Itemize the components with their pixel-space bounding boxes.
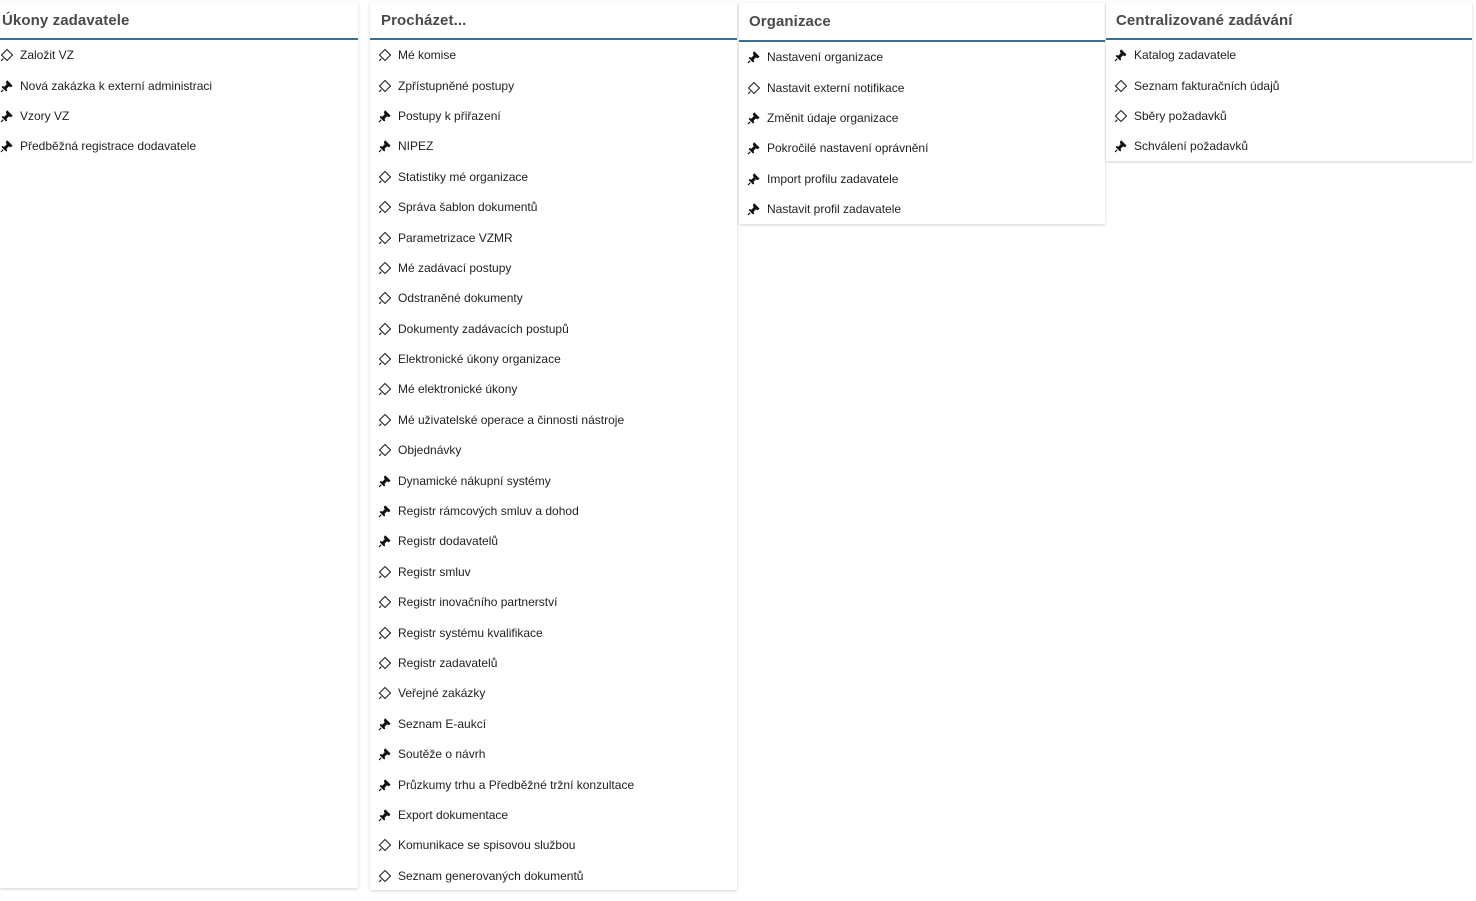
menu-item[interactable] xyxy=(378,131,737,161)
menu-item-label: Import profilu zadavatele xyxy=(767,171,899,186)
menu-item[interactable] xyxy=(747,164,1105,194)
menu-item-label: Parametrizace VZMR xyxy=(398,230,513,245)
pin-outline-icon[interactable] xyxy=(378,413,392,427)
pin-filled-icon[interactable] xyxy=(378,109,392,123)
menu-item-label: Nová zakázka k externí administraci xyxy=(20,78,213,93)
pin-outline-icon[interactable] xyxy=(378,170,392,184)
menu-item-label: Seznam generovaných dokumentů xyxy=(398,868,584,883)
menu-item[interactable] xyxy=(378,557,737,587)
pin-outline-icon[interactable] xyxy=(378,231,392,245)
menu-item[interactable] xyxy=(378,435,737,465)
pin-outline-icon[interactable] xyxy=(378,626,392,640)
panel-header xyxy=(370,2,737,40)
panel-ukony-zadavatele xyxy=(0,2,358,888)
menu-item[interactable] xyxy=(378,587,737,617)
menu-item[interactable] xyxy=(378,739,737,769)
pin-filled-icon[interactable] xyxy=(378,474,392,488)
menu-item-label: Veřejné zakázky xyxy=(398,686,486,701)
menu-item[interactable] xyxy=(1114,101,1472,131)
menu-item-label: Registr inovačního partnerství xyxy=(398,595,558,610)
menu-item[interactable] xyxy=(378,101,737,131)
menu-item[interactable] xyxy=(378,526,737,556)
pin-outline-icon[interactable] xyxy=(378,838,392,852)
menu-item-label: Nastavení organizace xyxy=(767,50,884,65)
pin-filled-icon[interactable] xyxy=(747,172,761,186)
menu-item-label: Export dokumentace xyxy=(398,807,509,822)
pin-outline-icon[interactable] xyxy=(378,686,392,700)
menu-item-label: Vzory VZ xyxy=(20,108,70,123)
pin-filled-icon[interactable] xyxy=(378,139,392,153)
pin-filled-icon[interactable] xyxy=(747,111,761,125)
pin-outline-icon[interactable] xyxy=(378,79,392,93)
panel-header xyxy=(0,2,358,40)
pin-filled-icon[interactable] xyxy=(0,79,14,93)
menu-item[interactable] xyxy=(1114,131,1472,161)
menu-item[interactable] xyxy=(0,101,358,131)
pin-outline-icon[interactable] xyxy=(378,261,392,275)
menu-item[interactable] xyxy=(378,40,737,70)
menu-item[interactable] xyxy=(0,131,358,161)
pin-filled-icon[interactable] xyxy=(378,534,392,548)
pin-filled-icon[interactable] xyxy=(378,778,392,792)
pin-outline-icon[interactable] xyxy=(378,565,392,579)
menu-list xyxy=(0,40,358,162)
pin-outline-icon[interactable] xyxy=(747,81,761,95)
menu-item-label: Mé elektronické úkony xyxy=(398,382,518,397)
menu-item[interactable] xyxy=(0,70,358,100)
pin-filled-icon[interactable] xyxy=(1114,48,1128,62)
menu-item-label: Seznam fakturačních údajů xyxy=(1134,78,1280,93)
menu-item[interactable] xyxy=(1114,70,1472,100)
menu-item[interactable] xyxy=(378,800,737,830)
menu-item[interactable] xyxy=(378,162,737,192)
pin-filled-icon[interactable] xyxy=(747,202,761,216)
pin-filled-icon[interactable] xyxy=(747,141,761,155)
pin-filled-icon[interactable] xyxy=(378,717,392,731)
menu-item-label: Seznam E-aukcí xyxy=(398,716,487,731)
menu-item-label: Soutěže o návrh xyxy=(398,747,486,762)
menu-item-label: Registr dodavatelů xyxy=(398,534,499,549)
pin-outline-icon[interactable] xyxy=(378,352,392,366)
menu-item-label: Mé komise xyxy=(398,48,457,63)
pin-filled-icon[interactable] xyxy=(0,109,14,123)
menu-item-label: Sběry požadavků xyxy=(1134,108,1227,123)
pin-outline-icon[interactable] xyxy=(378,48,392,62)
menu-item-label: Průzkumy trhu a Předběžné tržní konzultace xyxy=(398,777,635,792)
pin-filled-icon[interactable] xyxy=(0,139,14,153)
menu-item-label: Registr rámcových smluv a dohod xyxy=(398,504,579,519)
panel-organizace xyxy=(739,3,1105,224)
menu-item-label: Změnit údaje organizace xyxy=(767,110,899,125)
menu-item-label: Schválení požadavků xyxy=(1134,139,1249,154)
menu-item[interactable] xyxy=(0,40,358,70)
pin-filled-icon[interactable] xyxy=(378,808,392,822)
menu-list xyxy=(739,42,1105,224)
menu-item[interactable] xyxy=(378,192,737,222)
pin-outline-icon[interactable] xyxy=(0,48,14,62)
panel-header xyxy=(1106,2,1472,40)
pin-outline-icon[interactable] xyxy=(378,322,392,336)
menu-item-label: Mé uživatelské operace a činnosti nástroje xyxy=(398,412,625,427)
menu-item[interactable] xyxy=(378,405,737,435)
menu-item[interactable] xyxy=(378,678,737,708)
panel-prochazet xyxy=(370,2,737,890)
panel-header xyxy=(739,3,1105,42)
menu-item[interactable] xyxy=(378,617,737,647)
menu-item-label: Mé zadávací postupy xyxy=(398,260,512,275)
menu-item-label: Pokročilé nastavení oprávnění xyxy=(767,141,929,156)
menu-item[interactable] xyxy=(378,70,737,100)
pin-outline-icon[interactable] xyxy=(378,656,392,670)
menu-item[interactable] xyxy=(747,72,1105,102)
menu-item-label: Dokumenty zadávacích postupů xyxy=(398,321,569,336)
panel-title: Procházet... xyxy=(381,11,467,29)
panel-title: Centralizované zadávání xyxy=(1116,11,1293,29)
panel-title: Úkony zadavatele xyxy=(2,11,130,29)
menu-item-label: Založit VZ xyxy=(20,48,75,63)
pin-filled-icon[interactable] xyxy=(1114,139,1128,153)
pin-outline-icon[interactable] xyxy=(1114,79,1128,93)
menu-item-label: NIPEZ xyxy=(398,139,434,154)
pin-filled-icon[interactable] xyxy=(747,50,761,64)
pin-filled-icon[interactable] xyxy=(378,747,392,761)
pin-outline-icon[interactable] xyxy=(378,443,392,457)
menu-item-label: Komunikace se spisovou službou xyxy=(398,838,576,853)
menu-item[interactable] xyxy=(378,283,737,313)
pin-outline-icon[interactable] xyxy=(1114,109,1128,123)
menu-item[interactable] xyxy=(378,830,737,860)
menu-item[interactable] xyxy=(378,253,737,283)
menu-item[interactable] xyxy=(378,769,737,799)
menu-item-label: Zpřístupněné postupy xyxy=(398,78,515,93)
menu-item[interactable] xyxy=(378,344,737,374)
menu-item[interactable] xyxy=(747,42,1105,72)
menu-item[interactable] xyxy=(747,133,1105,163)
menu-item-label: Správa šablon dokumentů xyxy=(398,200,538,215)
menu-item[interactable] xyxy=(378,374,737,404)
pin-outline-icon[interactable] xyxy=(378,869,392,883)
menu-item-label: Katalog zadavatele xyxy=(1134,48,1237,63)
menu-item-label: Registr systému kvalifikace xyxy=(398,625,543,640)
panel-title: Organizace xyxy=(749,13,831,30)
menu-item-label: Postupy k přiřazení xyxy=(398,108,501,123)
pin-outline-icon[interactable] xyxy=(378,595,392,609)
menu-item[interactable] xyxy=(378,709,737,739)
menu-item[interactable] xyxy=(378,861,737,891)
pin-filled-icon[interactable] xyxy=(378,504,392,518)
menu-item[interactable] xyxy=(378,496,737,526)
menu-item-label: Objednávky xyxy=(398,443,462,458)
menu-item-label: Dynamické nákupní systémy xyxy=(398,473,551,488)
menu-list xyxy=(1106,40,1472,162)
menu-item-label: Odstraněné dokumenty xyxy=(398,291,523,306)
menu-item[interactable] xyxy=(747,103,1105,133)
menu-item-label: Registr smluv xyxy=(398,564,471,579)
menu-list xyxy=(370,40,737,891)
pin-outline-icon[interactable] xyxy=(378,382,392,396)
panel-centralizovane-zadavani xyxy=(1106,2,1472,161)
menu-item-label: Předběžná registrace dodavatele xyxy=(20,139,197,154)
menu-item[interactable] xyxy=(378,222,737,252)
menu-item[interactable] xyxy=(378,648,737,678)
menu-item[interactable] xyxy=(1114,40,1472,70)
pin-outline-icon[interactable] xyxy=(378,291,392,305)
menu-item[interactable] xyxy=(378,465,737,495)
menu-item-label: Elektronické úkony organizace xyxy=(398,352,561,367)
menu-item-label: Nastavit externí notifikace xyxy=(767,80,905,95)
menu-item[interactable] xyxy=(747,194,1105,224)
menu-item-label: Registr zadavatelů xyxy=(398,656,498,670)
pin-outline-icon[interactable] xyxy=(378,200,392,214)
menu-item[interactable] xyxy=(378,314,737,344)
menu-item-label: Statistiky mé organizace xyxy=(398,169,529,184)
menu-item-label: Nastavit profil zadavatele xyxy=(767,202,902,217)
